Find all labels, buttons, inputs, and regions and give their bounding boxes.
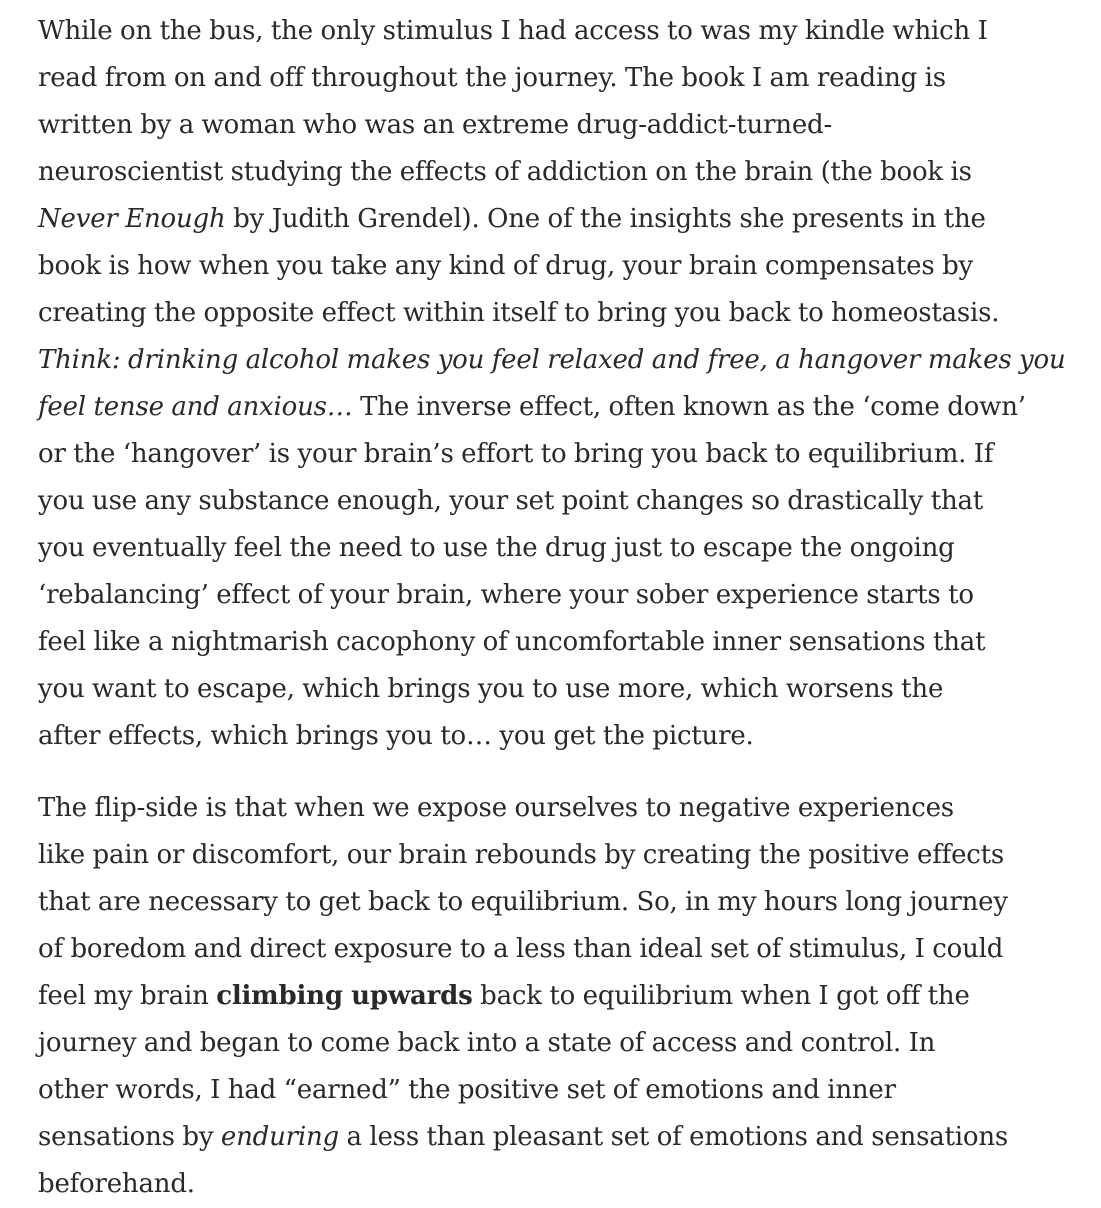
text-line: feel my brain climbing upwards back to equilibrium when I got off the [38, 981, 970, 1011]
text-line [38, 337, 1066, 384]
text-line: feel like a nightmarish cacophony of uncomfortable inner sensations that [38, 627, 986, 657]
text-line: or the ‘hangover’ is your brain’s effort to bring you back to equilibrium. If [38, 439, 994, 469]
italic-aside: Think: drinking alcohol makes you feel relaxed and free, a hangover makes you [38, 345, 1066, 375]
text-line: The flip-side is that when we expose ourselves to negative experiences [38, 793, 954, 823]
text-line: of boredom and direct exposure to a less than ideal set of stimulus, I could [38, 934, 1004, 964]
text-line: other words, I had “earned” the positive set of emotions and inner [38, 1075, 896, 1105]
text-line: book is how when you take any kind of drug, your brain compensates by [38, 251, 974, 281]
italic-aside: feel tense and anxious… [38, 392, 353, 422]
text-line: you eventually feel the need to use the drug just to escape the ongoing [38, 533, 955, 563]
italic-emphasis: enduring [220, 1122, 339, 1152]
text-line: feel tense and anxious… The inverse effect, often known as the ‘come down’ [38, 392, 1026, 422]
text-line: neuroscientist studying the effects of addiction on the brain (the book is [38, 157, 972, 187]
text-line: ‘rebalancing’ effect of your brain, where your sober experience starts to [38, 580, 974, 610]
text-line: like pain or discomfort, our brain rebounds by creating the positive effects [38, 840, 1005, 870]
text-line: you want to escape, which brings you to use more, which worsens the [38, 674, 944, 704]
text-line: journey and began to come back into a state of access and control. In [38, 1028, 936, 1058]
text-line: you use any substance enough, your set point changes so drastically that [38, 486, 984, 516]
bold-emphasis: climbing upwards [216, 981, 473, 1011]
text-line: While on the bus, the only stimulus I had access to was my kindle which I [38, 16, 988, 46]
paragraph-2 [38, 785, 1008, 1208]
text-line: read from on and off throughout the journey. The book I am reading is [38, 63, 946, 93]
text-line: beforehand. [38, 1169, 195, 1199]
paragraph-1 [38, 8, 1066, 760]
book-title: Never Enough [38, 204, 226, 234]
text-line: after effects, which brings you to… you get the picture. [38, 721, 754, 751]
text-line: creating the opposite effect within itself to bring you back to homeostasis. [38, 298, 1000, 328]
text-line: Never Enough by Judith Grendel). One of the insights she presents in the [38, 204, 986, 234]
text-line: that are necessary to get back to equilibrium. So, in my hours long journey [38, 887, 1008, 917]
text-line: sensations by enduring a less than pleasant set of emotions and sensations [38, 1122, 1009, 1152]
text-line: written by a woman who was an extreme drug-addict-turned- [38, 110, 833, 140]
